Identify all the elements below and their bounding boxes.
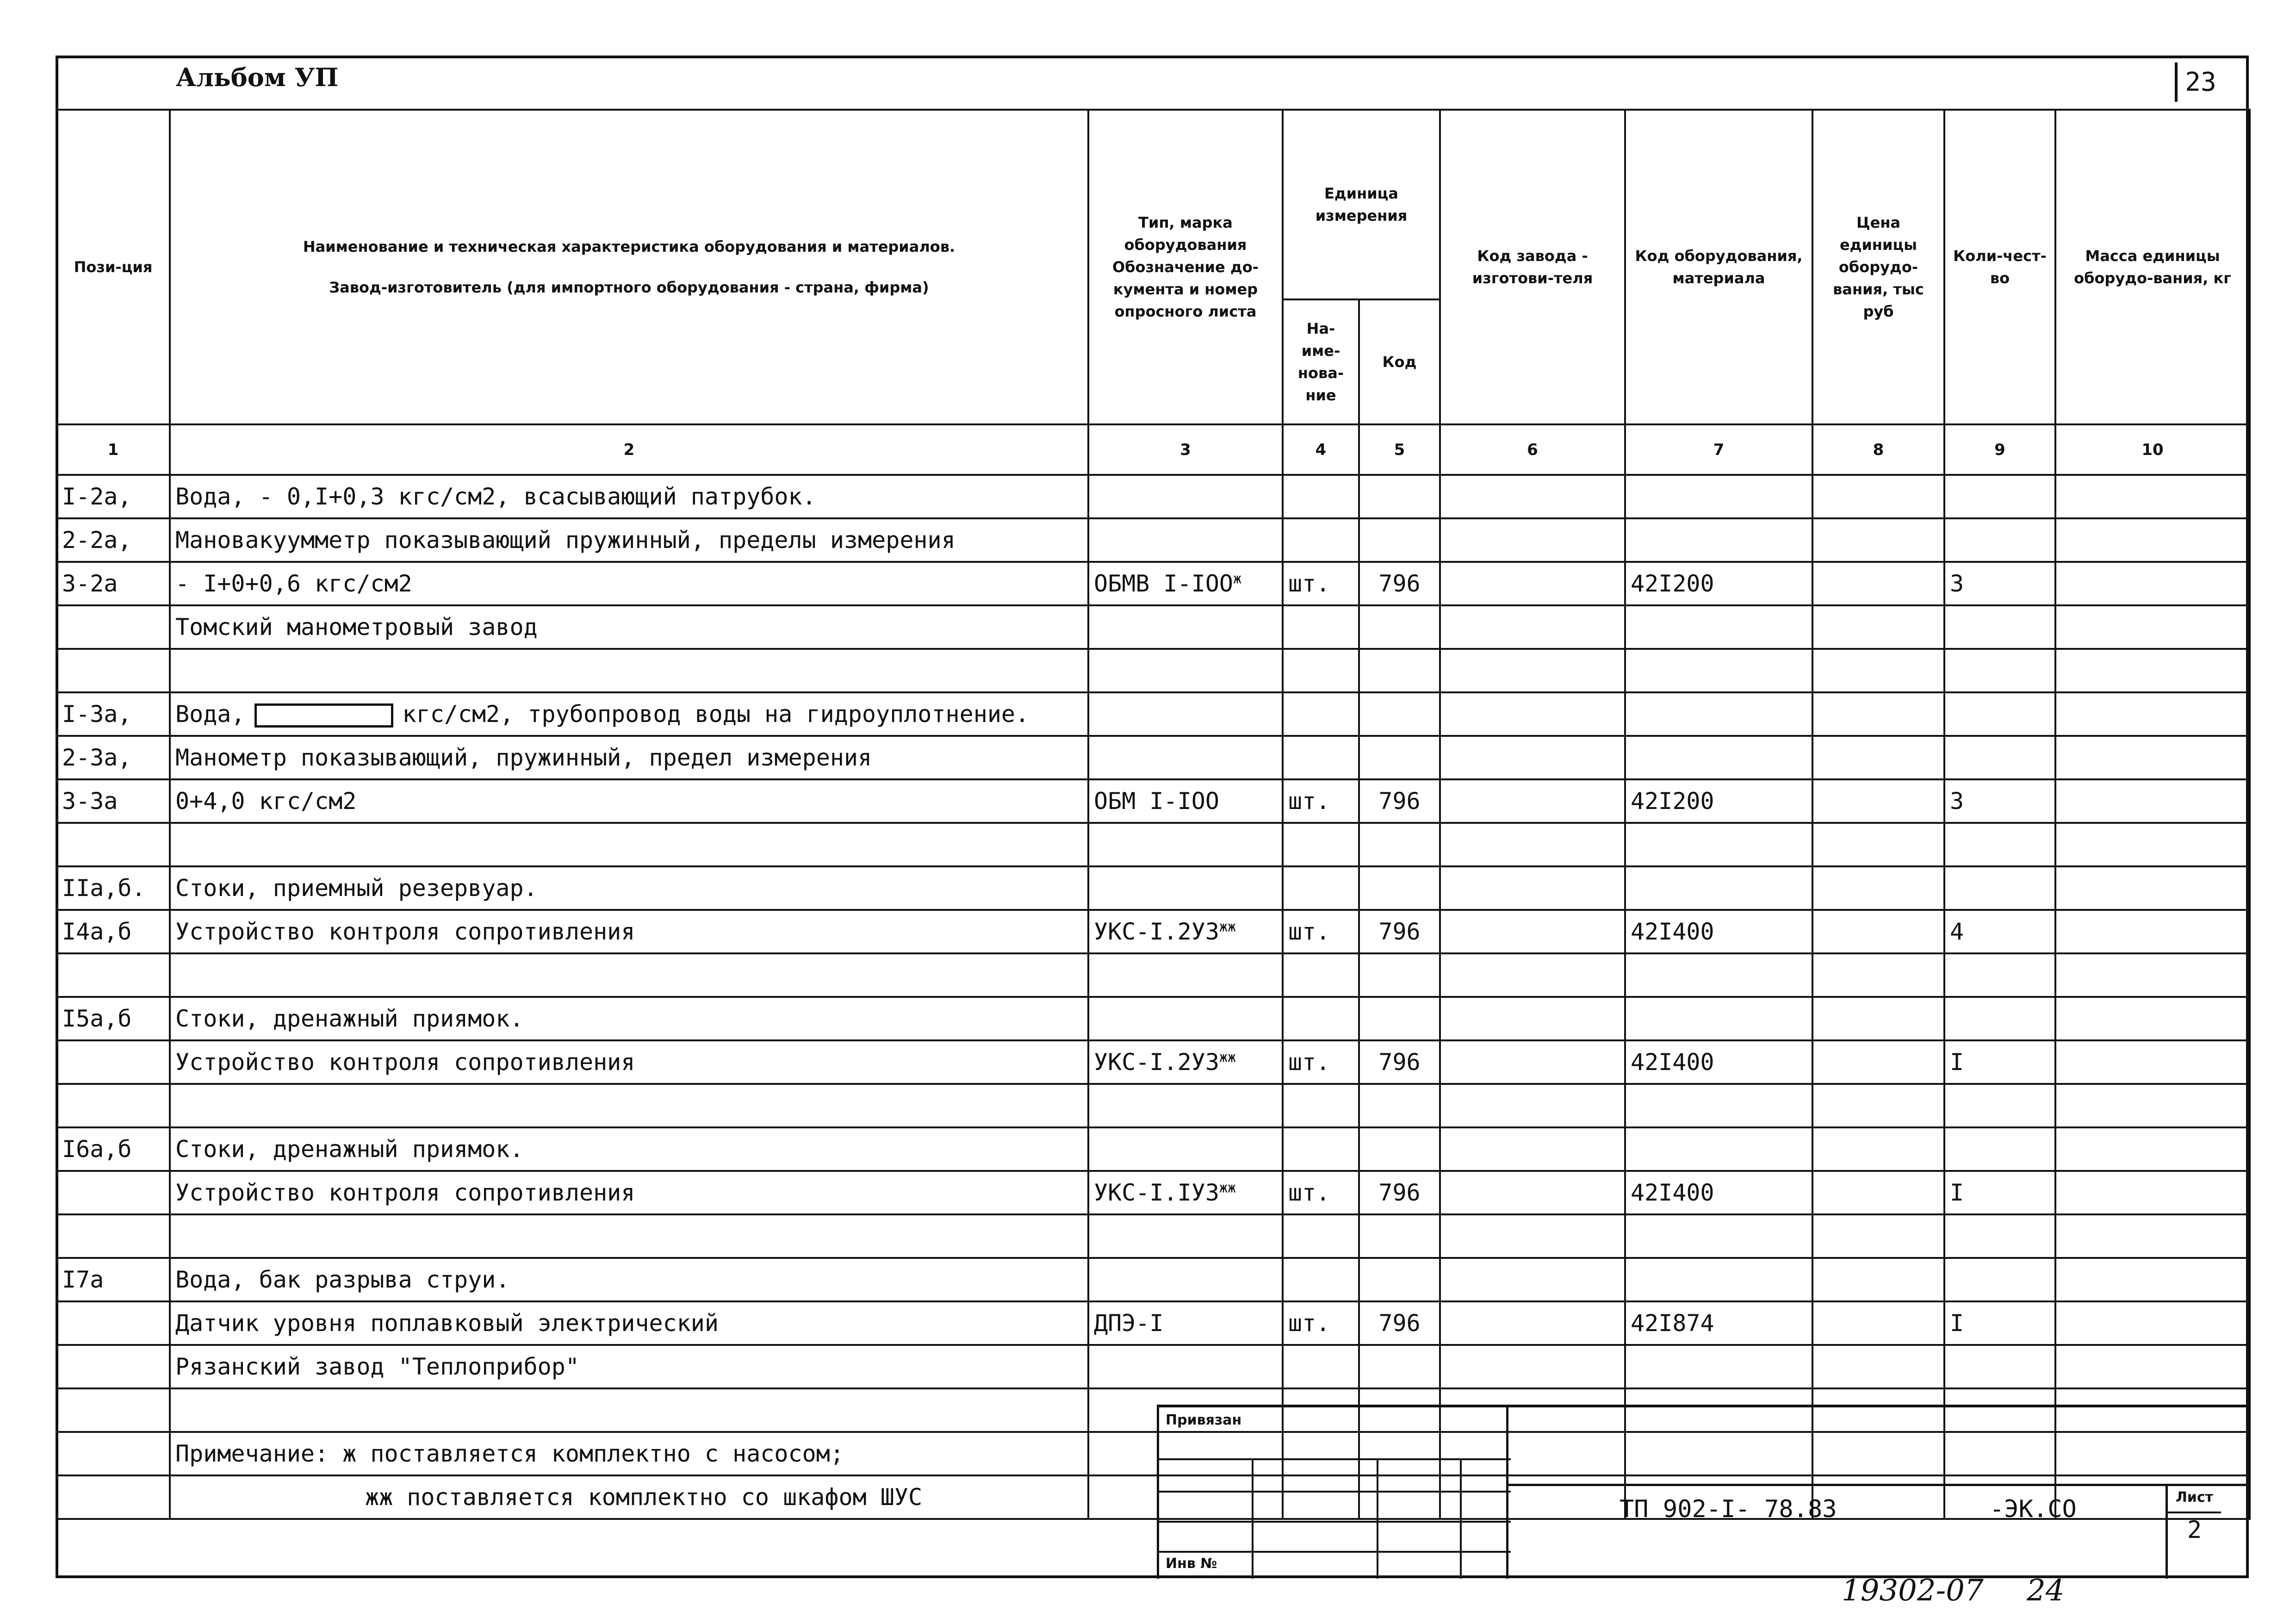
type-text: УКС-I.2УЗ	[1094, 918, 1219, 945]
cell-unit-code: 796	[1359, 1040, 1440, 1084]
cell-unit-code: 796	[1359, 779, 1440, 823]
cell-name: Устройство контроля сопротивления	[170, 1171, 1088, 1214]
header-factory-code: Код завода - изготови-теля	[1440, 110, 1625, 424]
cell-position: I5a,б	[56, 997, 170, 1040]
header-unit-code: Код	[1359, 299, 1440, 424]
cell-position: 3-2a	[56, 562, 170, 605]
col-num: 7	[1625, 424, 1812, 475]
col-num: 3	[1088, 424, 1283, 475]
type-footnote-mark: жж	[1219, 1049, 1236, 1066]
name-prefix: Вода,	[175, 700, 245, 728]
cell-quantity: 3	[1944, 562, 2055, 605]
cell-unit-name: шт.	[1283, 562, 1359, 605]
col-num: 1	[56, 424, 170, 475]
header-unit: Единица измерения	[1283, 110, 1440, 299]
cell-name: Стоки, дренажный приямок.	[170, 1127, 1088, 1171]
cell-quantity: I	[1944, 1040, 2055, 1084]
col-num: 10	[2055, 424, 2250, 475]
page-number: 23	[2175, 62, 2224, 102]
cell-name: Устройство контроля сопротивления	[170, 910, 1088, 953]
cell-unit-code: 796	[1359, 1171, 1440, 1214]
cell-name: Мановакуумметр показывающий пружинный, пределы измерения	[170, 518, 1088, 562]
cell-name: жж поставляется комплектно со шкафом ШУС	[170, 1475, 1088, 1519]
header-name-line1: Наименование и техническая характеристика оборудования и материалов.	[303, 238, 956, 255]
cell-name: Примечание: ж поставляется комплектно с насосом;	[170, 1432, 1088, 1475]
cell-equipment-code: 42I400	[1625, 910, 1812, 953]
cell-unit-name: шт.	[1283, 1171, 1359, 1214]
cell-quantity: I	[1944, 1301, 2055, 1345]
cell-name: Стоки, приемный резервуар.	[170, 866, 1088, 910]
footer-code: 19302-07	[1842, 1574, 1984, 1608]
type-text: ОБМВ I-IOO	[1094, 570, 1234, 597]
cell-quantity: 4	[1944, 910, 2055, 953]
cell-position: 2-3a,	[56, 736, 170, 779]
col-num: 5	[1359, 424, 1440, 475]
document-number: ТП 902-I- 78.83	[1620, 1495, 1837, 1523]
cell-unit-name: шт.	[1283, 1040, 1359, 1084]
cell-position: IIa,б.	[56, 866, 170, 910]
col-num: 4	[1283, 424, 1359, 475]
sheet-label: Лист	[2168, 1484, 2221, 1513]
header-quantity: Коли-чест-во	[1944, 110, 2055, 424]
col-num: 2	[170, 424, 1088, 475]
type-footnote-mark: жж	[1219, 919, 1236, 935]
cell-equipment-code: 42I400	[1625, 1040, 1812, 1084]
attached-label: Привязан	[1166, 1412, 1242, 1428]
header-equipment-code: Код оборудования, материала	[1625, 110, 1812, 424]
col-num: 8	[1812, 424, 1944, 475]
cell-name: Манометр показывающий, пружинный, предел измерения	[170, 736, 1088, 779]
cell-position: 2-2a,	[56, 518, 170, 562]
type-text: УКС-I.2УЗ	[1094, 1049, 1219, 1076]
cell-name: Датчик уровня поплавковый электрический	[170, 1301, 1088, 1345]
inventory-number-label: Инв №	[1166, 1556, 1217, 1572]
type-text: ДПЭ-I	[1094, 1310, 1164, 1337]
cell-equipment-code: 42I200	[1625, 779, 1812, 823]
cell-position: I4a,б	[56, 910, 170, 953]
cell-name: 0+4,0 кгс/см2	[170, 779, 1088, 823]
cell-equipment-code: 42I874	[1625, 1301, 1812, 1345]
col-num: 6	[1440, 424, 1625, 475]
header-type: Тип, марка оборудования Обозначение до-кумента и номер опросного листа	[1088, 110, 1283, 424]
cell-name: Вода, - 0,I+0,3 кгс/см2, всасывающий патрубок.	[170, 475, 1088, 518]
cell-quantity: 3	[1944, 779, 2055, 823]
cell-position: I7a	[56, 1258, 170, 1301]
cell-name: Устройство контроля сопротивления	[170, 1040, 1088, 1084]
sheet-number: 2	[2187, 1516, 2202, 1544]
cell-unit-name: шт.	[1283, 779, 1359, 823]
cell-position: I-3a,	[56, 692, 170, 736]
header-price: Цена единицы оборудо-вания, тыс руб	[1812, 110, 1944, 424]
header-position: Пози-ция	[56, 110, 170, 424]
header-mass: Масса единицы оборудо-вания, кг	[2055, 110, 2250, 424]
col-num: 9	[1944, 424, 2055, 475]
album-title: Альбом УП	[176, 62, 339, 92]
cell-equipment-code: 42I200	[1625, 562, 1812, 605]
cell-unit-code: 796	[1359, 910, 1440, 953]
cell-unit-name: шт.	[1283, 910, 1359, 953]
cell-position: I6a,б	[56, 1127, 170, 1171]
cell-name: Рязанский завод "Теплоприбор"	[170, 1345, 1088, 1388]
document-suffix: -ЭК.СО	[1990, 1495, 2077, 1523]
footer-page: 24	[2027, 1574, 2065, 1608]
cell-name: Вода, бак разрыва струи.	[170, 1258, 1088, 1301]
type-text: УКС-I.IУЗ	[1094, 1179, 1219, 1206]
name-suffix: кгс/см2, трубопровод воды на гидроуплотнение.	[402, 700, 1030, 728]
type-text: ОБМ I-IOO	[1094, 788, 1219, 815]
cell-unit-code: 796	[1359, 1301, 1440, 1345]
cell-unit-name: шт.	[1283, 1301, 1359, 1345]
album-header-bar	[56, 56, 2249, 111]
header-unit-name: На-име-нова-ние	[1283, 299, 1359, 424]
cell-equipment-code: 42I400	[1625, 1171, 1812, 1214]
cell-position: 3-3a	[56, 779, 170, 823]
cell-name: - I+0+0,6 кгс/см2	[170, 562, 1088, 605]
cell-position: I-2a,	[56, 475, 170, 518]
cell-name: Томский манометровый завод	[170, 605, 1088, 649]
cell-unit-code: 796	[1359, 562, 1440, 605]
type-footnote-mark: ж	[1233, 571, 1242, 587]
cell-name: Стоки, дренажный приямок.	[170, 997, 1088, 1040]
header-name-line2: Завод-изготовитель (для импортного оборудования - страна, фирма)	[329, 279, 929, 296]
type-footnote-mark: жж	[1219, 1180, 1236, 1196]
cell-quantity: I	[1944, 1171, 2055, 1214]
outer-frame	[56, 109, 2249, 1578]
